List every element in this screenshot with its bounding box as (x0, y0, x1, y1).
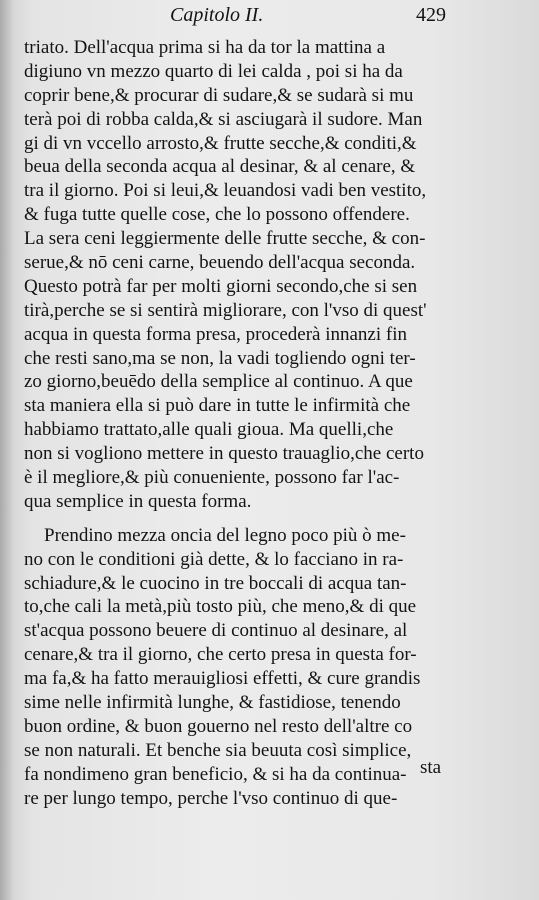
text-line: è il megliore,& più conueniente, possono far l'ac- (24, 467, 400, 489)
text-line: & fuga tutte quelle cose, che lo possono offendere. (24, 204, 410, 226)
text-line: tra il giorno. Poi si leui,& leuandosi vadi ben vestito, (24, 180, 427, 202)
text-line: coprir bene,& procurar di sudare,& se sudarà si mu (24, 84, 414, 106)
text-line: tirà,perche se si sentirà migliorare, con l'vso di quest' (24, 299, 427, 321)
text-line: fa nondimeno gran beneficio, & si ha da continua- (24, 763, 407, 785)
text-line: qua semplice in questa forma. (24, 490, 252, 512)
main-text (24, 36, 476, 811)
text-line: zo giorno,beuēdo della semplice al continuo. A que (24, 371, 413, 393)
text-line: re per lungo tempo, perche l'vso continuo di que- (24, 787, 398, 809)
text-line: La sera ceni leggiermente delle frutte secche, & con- (24, 228, 426, 250)
text-line: digiuno vn mezzo quarto di lei calda , poi si ha da (24, 60, 403, 82)
text-line: buon ordine, & buon gouerno nel resto dell'altre co (24, 715, 413, 737)
gutter-shadow (0, 0, 14, 900)
text-line: schiadure,& le cuocino in tre boccali di acqua tan- (24, 572, 407, 594)
text-line: triato. Dell'acqua prima si ha da tor la mattina a (24, 37, 386, 58)
text-line: sime nelle infirmità lunghe, & fastidiose, tenendo (24, 692, 401, 714)
text-line: gi di vn vccello arrosto,& frutte secche,& conditi,& (24, 132, 417, 154)
text-line: habbiamo trattato,alle quali gioua. Ma quelli,che (24, 419, 394, 441)
text-line: se non naturali. Et benche sia beuuta così simplice, (24, 739, 412, 761)
text-line: to,che cali la metà,più tosto più, che meno,& di que (24, 596, 417, 618)
text-line: acqua in questa forma presa, procederà innanzi fin (24, 323, 407, 345)
text-line: che resti sano,ma se non, la vadi togliendo ogni ter- (24, 347, 416, 369)
running-title: Capitolo II. (170, 4, 264, 26)
text-line: sta maniera ella si può dare in tutte le infirmità che (24, 395, 411, 417)
text-line: cenare,& tra il giorno, che certo presa in questa for- (24, 644, 417, 666)
text-line: beua della seconda acqua al desinar, & al cenare, & (24, 156, 416, 178)
text-line: non si vogliono mettere in questo trauaglio,che certo (24, 443, 424, 465)
catchword: sta (420, 757, 442, 778)
text-line: terà poi di robba calda,& si asciugarà il sudore. Man (24, 108, 423, 130)
page-number: 429 (416, 4, 446, 26)
text-line: no con le conditioni già dette, & lo facciano in ra- (24, 548, 404, 570)
text-line: Prendino mezza oncia del legno poco più ò me- (44, 524, 406, 546)
text-line: serue,& nō ceni carne, beuendo dell'acqua seconda. (24, 252, 416, 274)
text-line: st'acqua possono beuere di continuo al desinare, al (24, 620, 408, 642)
text-line: Questo potrà far per molti giorni secondo,che si sen (24, 275, 418, 297)
text-line: ma fa,& ha fatto merauigliosi effetti, & cure grandis (24, 668, 421, 690)
